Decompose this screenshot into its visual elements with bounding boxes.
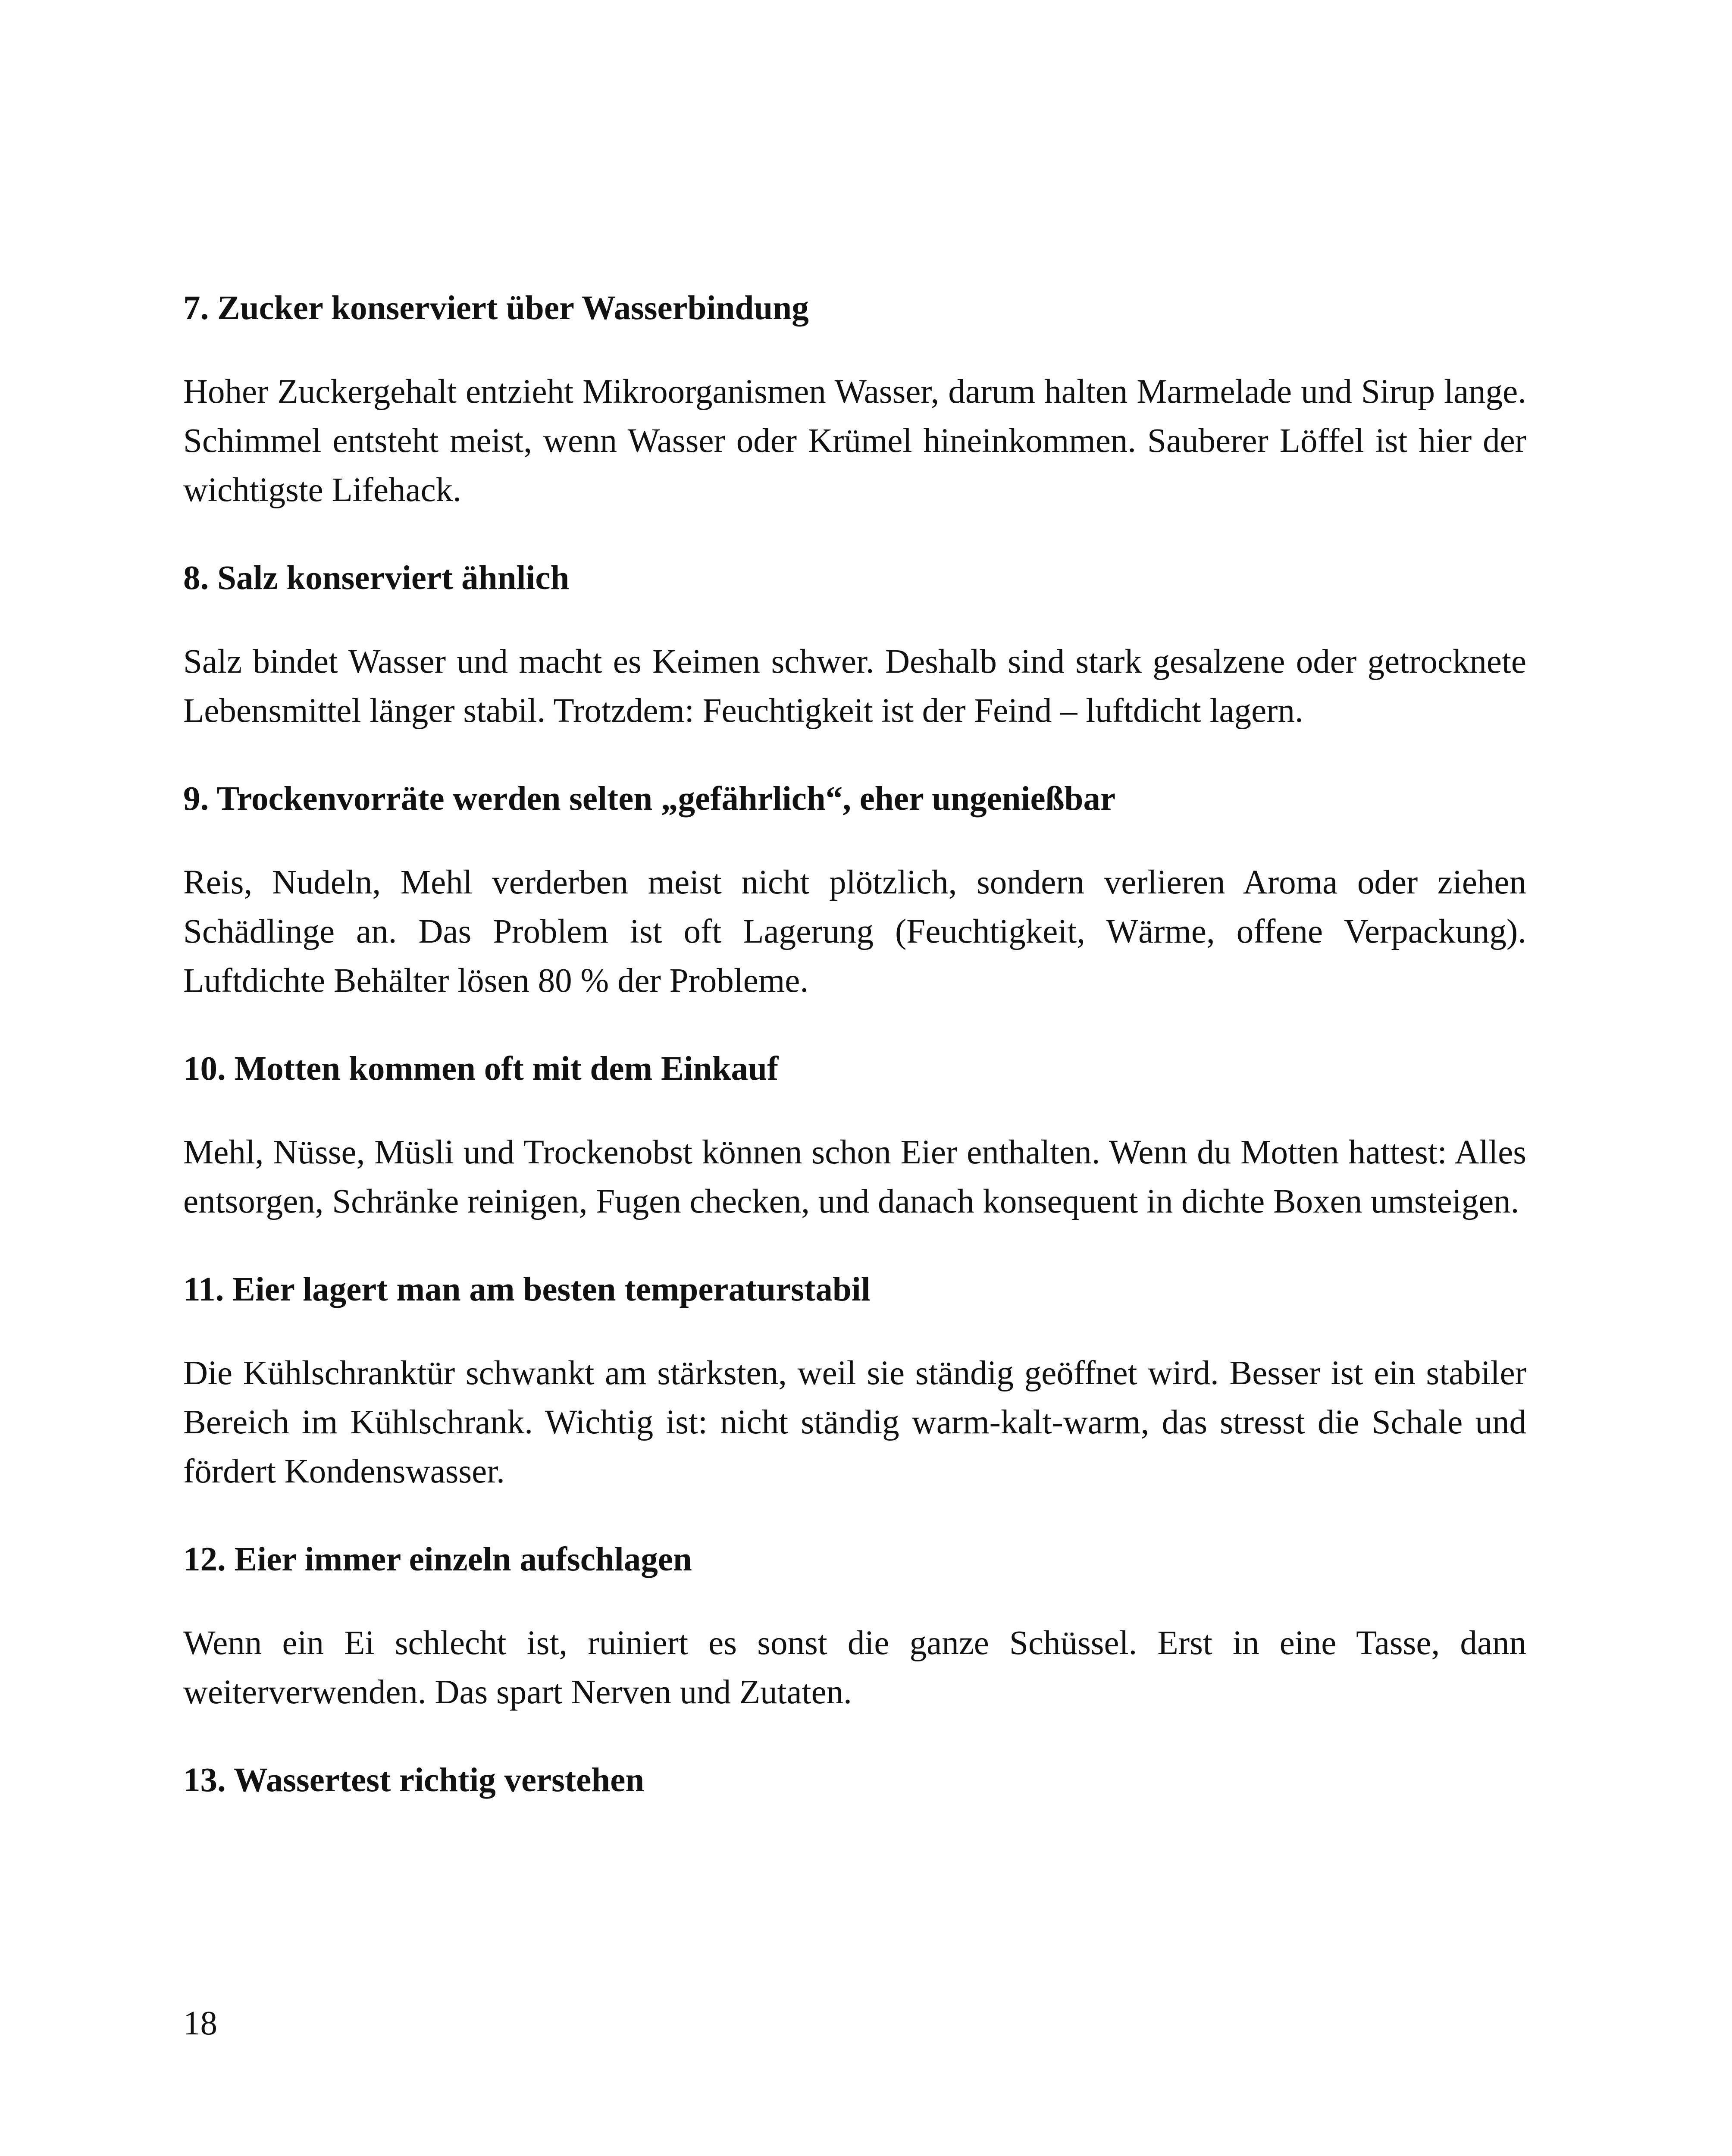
page-number: 18	[183, 2005, 217, 2042]
section-heading: 12. Eier immer einzeln aufschlagen	[183, 1541, 692, 1578]
section-body: Die Kühlschranktür schwankt am stärksten, weil sie ständig geöffnet wird. Besser ist ein stabiler Bereich im Kühlschrank. Wichtig ist: nicht ständig warm-kalt-warm, das stresst die Schale und fördert Kondenswasser.	[183, 1354, 1526, 1490]
section-heading: 8. Salz konserviert ähnlich	[183, 559, 570, 597]
section-heading: 13. Wassertest richtig verstehen	[183, 1761, 645, 1799]
section-heading: 7. Zucker konserviert über Wasserbindung	[183, 289, 809, 327]
page-content	[183, 285, 1526, 1804]
section-heading: 9. Trockenvorräte werden selten „gefährlich“, eher ungenießbar	[183, 780, 1116, 818]
section-body: Reis, Nudeln, Mehl verderben meist nicht plötzlich, sondern verlieren Aroma oder ziehen Schädlinge an. Das Problem ist oft Lagerung (Feuchtigkeit, Wärme, offene Verpackung). Luftdichte Behälter lösen 80 % der Probleme.	[183, 864, 1526, 1000]
section-heading: 11. Eier lagert man am besten temperaturstabil	[183, 1271, 871, 1308]
section-body: Salz bindet Wasser und macht es Keimen schwer. Deshalb sind stark gesalzene oder getrocknete Lebensmittel länger stabil. Trotzdem: Feuchtigkeit ist der Feind – luftdicht lagern.	[183, 643, 1526, 730]
section-body: Hoher Zuckergehalt entzieht Mikroorganismen Wasser, darum halten Marmelade und Sirup lange. Schimmel entsteht meist, wenn Wasser oder Krümel hineinkommen. Sauberer Löffel ist hier der wichtigste Lifehack.	[183, 373, 1526, 509]
section-heading: 10. Motten kommen oft mit dem Einkauf	[183, 1050, 779, 1087]
section-body: Mehl, Nüsse, Müsli und Trockenobst können schon Eier enthalten. Wenn du Motten hattest: Alles entsorgen, Schränke reinigen, Fugen checken, und danach konsequent in dichte Boxen umsteigen.	[183, 1134, 1526, 1220]
section-body: Wenn ein Ei schlecht ist, ruiniert es sonst die ganze Schüssel. Erst in eine Tasse, dann weiterverwenden. Das spart Nerven und Zutaten.	[183, 1624, 1526, 1711]
